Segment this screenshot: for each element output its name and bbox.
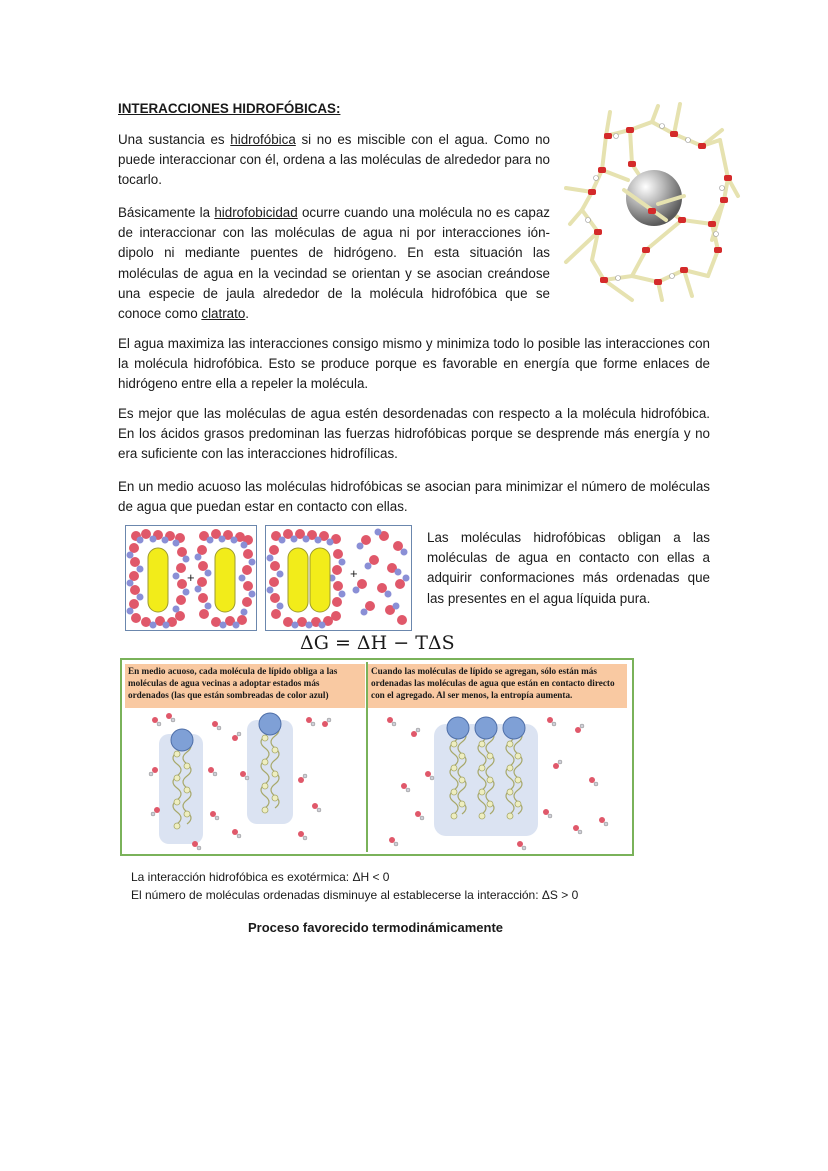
gibbs-equation: ΔG = ΔH − TΔS	[300, 632, 455, 654]
diagram-aggregated-molecules	[265, 525, 412, 631]
caption-aggregated-lipids: Cuando las moléculas de lípido se agregan, sólo están más ordenadas las moléculas de agua que están en contacto directo con el agregado. Al ser menos, la entropía aumenta.	[368, 664, 627, 708]
term-hidrofobicidad: hidrofobicidad	[214, 205, 298, 220]
conclusion-heading: Proceso favorecido termodinámicamente	[248, 920, 504, 935]
note-entropy: El número de moléculas ordenadas disminuye al establecerse la interacción: ΔS > 0	[131, 888, 579, 902]
aggregated-molecules-drawing	[266, 526, 411, 630]
clathrate-cage-image	[562, 100, 744, 305]
aggregated-lipids-drawing	[370, 710, 628, 852]
paragraph-water-interactions: El agua maximiza las interacciones consigo mismo y minimiza todo lo posible las interacciones con la molécula hidrofóbica. Esto se produce porque es favorable en energía que forme enlaces de hidrógeno entre ella a repeler la molécula.	[118, 336, 710, 392]
caption-dispersed-lipids: En medio acuoso, cada molécula de lípido obliga a las moléculas de agua vecinas a adoptar estados más ordenados (las que están sombreadas de color azul)	[125, 664, 365, 708]
note-exothermic: La interacción hidrofóbica es exotérmica: ΔH < 0	[131, 870, 390, 884]
paragraph-hydrophobic: Una sustancia es hidrofóbica si no es miscible con el agua. Como no puede interaccionar con él, ordena a las moléculas de alrededor para no tocarlo.	[118, 132, 550, 188]
panel-divider	[366, 662, 368, 852]
section-title: INTERACCIONES HIDROFÓBICAS:	[118, 101, 341, 116]
paragraph-disorder: Es mejor que las moléculas de agua estén desordenadas con respecto a la molécula hidrofóbica. En los ácidos grasos predominan las fuerzas hidrofóbicas porque se desprende más energía y no era suficiente con las interacciones hidrofílicas.	[118, 406, 710, 462]
paragraph-hydrophobicity: Básicamente la hidrofobicidad ocurre cuando una molécula no es capaz de interaccionar con las moléculas de agua ni por interacciones ión-dipolo ni mediante puentes de hidrógeno. En esta situación las moléculas de agua en la vecindad se orientan y se asocian creándose una especie de jaula alrededor de la molécula hidrofóbica que se conoce como clatrato.	[118, 205, 550, 322]
paragraph-ordered-conformations: Las moléculas hidrofóbicas obligan a las moléculas de agua en contacto con ellas a adquirir conformaciones más ordenadas que las presentes en el agua líquida pura.	[427, 530, 710, 606]
term-clatrato: clatrato	[201, 306, 246, 322]
dispersed-lipids-drawing	[125, 710, 365, 852]
plus-sign-left: +	[187, 570, 195, 585]
term-hidrofobica: hidrofóbica	[230, 132, 296, 147]
plus-sign-right: +	[350, 566, 358, 581]
pane-aggregated	[370, 710, 628, 852]
pane-dispersed	[125, 710, 365, 852]
diagram-separate-molecules	[125, 525, 257, 631]
lipid-water-panel	[120, 658, 634, 856]
paragraph-aqueous-medium: En un medio acuoso las moléculas hidrofóbicas se asocian para minimizar el número de moléculas de agua que puedan estar en contacto con ellas.	[118, 479, 710, 515]
